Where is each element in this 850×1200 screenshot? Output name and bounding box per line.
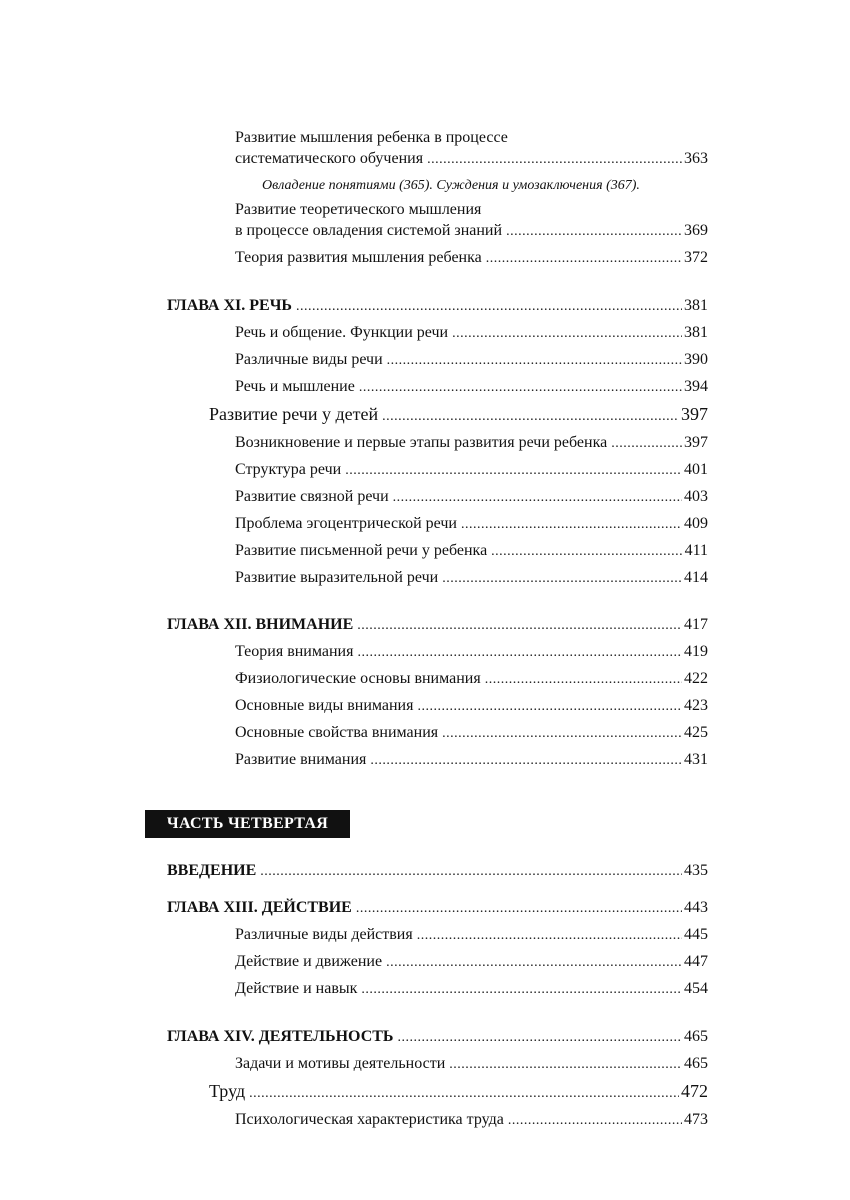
toc-page-number: 390 (684, 351, 708, 368)
toc-page-number: 372 (684, 249, 708, 266)
toc-chapter-11[interactable] (167, 296, 708, 317)
toc-chapter-14[interactable] (167, 1027, 708, 1048)
chapter-title: ГЛАВА XIV. ДЕЯТЕЛЬНОСТЬ (167, 1028, 394, 1045)
toc-entry-title: Физиологические основы внимания (235, 670, 481, 687)
toc-page-number: 381 (684, 324, 708, 341)
toc-entry[interactable] (235, 669, 708, 690)
toc-page-number: 394 (684, 378, 708, 395)
toc-page-number: 472 (681, 1081, 708, 1101)
toc-entry-title: Задачи и мотивы деятельности (235, 1055, 446, 1072)
toc-page-number: 445 (684, 926, 708, 943)
chapter-title: ГЛАВА XIII. ДЕЙСТВИЕ (167, 899, 352, 916)
toc-entry-title: систематического обучения (235, 150, 424, 167)
dot-leader (452, 324, 682, 344)
toc-page-number: 409 (684, 515, 708, 532)
toc-entry[interactable] (235, 149, 708, 170)
toc-entry[interactable] (235, 377, 708, 398)
chapter-title: ГЛАВА XI. РЕЧЬ (167, 297, 293, 314)
toc-page-number: 414 (684, 569, 708, 586)
toc-entry[interactable] (235, 514, 708, 535)
toc-entry[interactable] (235, 323, 708, 344)
toc-entry[interactable] (235, 1110, 708, 1131)
toc-page-number: 473 (684, 1111, 708, 1128)
dot-leader (387, 351, 682, 371)
toc-entry[interactable] (235, 952, 708, 973)
dot-leader (386, 953, 682, 973)
toc-page-number: 419 (684, 643, 708, 660)
toc-page-number: 381 (684, 297, 708, 314)
toc-page-number: 411 (684, 542, 708, 559)
chapter-title: ВВЕДЕНИЕ (167, 862, 257, 879)
toc-entry[interactable] (235, 541, 708, 562)
dot-leader (370, 751, 682, 771)
toc-introduction[interactable] (167, 861, 708, 882)
toc-entry[interactable] (235, 723, 708, 744)
dot-leader (442, 724, 682, 744)
dot-leader (449, 1055, 682, 1075)
dot-leader (417, 697, 682, 717)
subsection-title: Развитие речи у детей (209, 404, 379, 424)
dot-leader (506, 222, 682, 242)
toc-entry-title: Речь и мышление (235, 378, 355, 395)
dot-leader (260, 862, 682, 882)
toc-entry-title: Основные свойства внимания (235, 724, 439, 741)
toc-entry[interactable] (235, 925, 708, 946)
subsection-title: Труд (209, 1081, 246, 1101)
toc-page-number: 425 (684, 724, 708, 741)
toc-entry-title: в процессе овладения системой знаний (235, 222, 503, 239)
toc-entry-title: Возникновение и первые этапы развития речи ребенка (235, 434, 608, 451)
toc-page-number: 431 (684, 751, 708, 768)
toc-page-number: 363 (684, 150, 708, 167)
toc-entry-subtopics: Овладение понятиями (365). Суждения и умозаключения (367). (262, 178, 640, 193)
toc-entry-title: Развитие связной речи (235, 488, 389, 505)
toc-entry[interactable] (235, 696, 708, 717)
toc-entry[interactable] (235, 750, 708, 771)
part-four-banner: ЧАСТЬ ЧЕТВЕРТАЯ (145, 810, 350, 838)
toc-page-number: 465 (684, 1028, 708, 1045)
dot-leader (461, 515, 682, 535)
toc-subsection[interactable] (209, 1081, 708, 1104)
dot-leader (398, 1028, 683, 1048)
toc-page-number: 397 (684, 434, 708, 451)
dot-leader (486, 249, 682, 269)
toc-page-number: 435 (684, 862, 708, 879)
toc-entry-title: Речь и общение. Функции речи (235, 324, 449, 341)
toc-entry-title: Структура речи (235, 461, 342, 478)
dot-leader (491, 542, 682, 562)
chapter-title: ГЛАВА XII. ВНИМАНИЕ (167, 616, 354, 633)
toc-page-number: 397 (681, 404, 708, 424)
toc-entry-title: Развитие выразительной речи (235, 569, 439, 586)
toc-entry-title-line1: Развитие теоретического мышления (235, 201, 482, 218)
dot-leader (357, 616, 682, 636)
dot-leader (356, 899, 682, 919)
toc-entry[interactable] (235, 433, 708, 454)
toc-page-number: 447 (684, 953, 708, 970)
toc-entry-title: Действие и навык (235, 980, 358, 997)
toc-page-number: 454 (684, 980, 708, 997)
dot-leader (382, 407, 679, 427)
toc-entry-title: Психологическая характеристика труда (235, 1111, 504, 1128)
dot-leader (357, 643, 682, 663)
toc-entry-title: Действие и движение (235, 953, 383, 970)
toc-entry[interactable] (235, 350, 708, 371)
dot-leader (345, 461, 682, 481)
toc-entry[interactable] (235, 979, 708, 1000)
dot-leader (249, 1084, 679, 1104)
toc-entry-title: Основные виды внимания (235, 697, 414, 714)
toc-page-number: 369 (684, 222, 708, 239)
toc-entry[interactable] (235, 1054, 708, 1075)
toc-page-number: 401 (684, 461, 708, 478)
toc-page-number: 403 (684, 488, 708, 505)
dot-leader (427, 150, 682, 170)
toc-entry[interactable] (235, 487, 708, 508)
dot-leader (417, 926, 682, 946)
toc-entry-title: Различные виды речи (235, 351, 383, 368)
dot-leader (296, 297, 682, 317)
toc-entry-title: Различные виды действия (235, 926, 413, 943)
toc-entry[interactable] (235, 568, 708, 589)
toc-entry-title: Теория развития мышления ребенка (235, 249, 482, 266)
toc-page-number: 423 (684, 697, 708, 714)
dot-leader (359, 378, 682, 398)
dot-leader (442, 569, 682, 589)
toc-page-number: 465 (684, 1055, 708, 1072)
toc-entry[interactable] (235, 248, 708, 269)
toc-page-number: 417 (684, 616, 708, 633)
toc-entry-title: Проблема эгоцентрической речи (235, 515, 457, 532)
dot-leader (508, 1111, 682, 1131)
dot-leader (485, 670, 682, 690)
toc-page-number: 422 (684, 670, 708, 687)
toc-subsection[interactable] (209, 404, 708, 427)
toc-entry-title: Развитие письменной речи у ребенка (235, 542, 488, 559)
toc-chapter-12[interactable] (167, 615, 708, 636)
toc-entry-title-line1: Развитие мышления ребенка в процессе (235, 129, 508, 146)
toc-entry-title: Развитие внимания (235, 751, 367, 768)
dot-leader (393, 488, 682, 508)
toc-entry-title: Теория внимания (235, 643, 354, 660)
toc-entry[interactable] (235, 221, 708, 242)
toc-entry[interactable] (235, 642, 708, 663)
toc-chapter-13[interactable] (167, 898, 708, 919)
toc-entry[interactable] (235, 460, 708, 481)
dot-leader (361, 980, 682, 1000)
dot-leader (611, 434, 682, 454)
toc-page-number: 443 (684, 899, 708, 916)
